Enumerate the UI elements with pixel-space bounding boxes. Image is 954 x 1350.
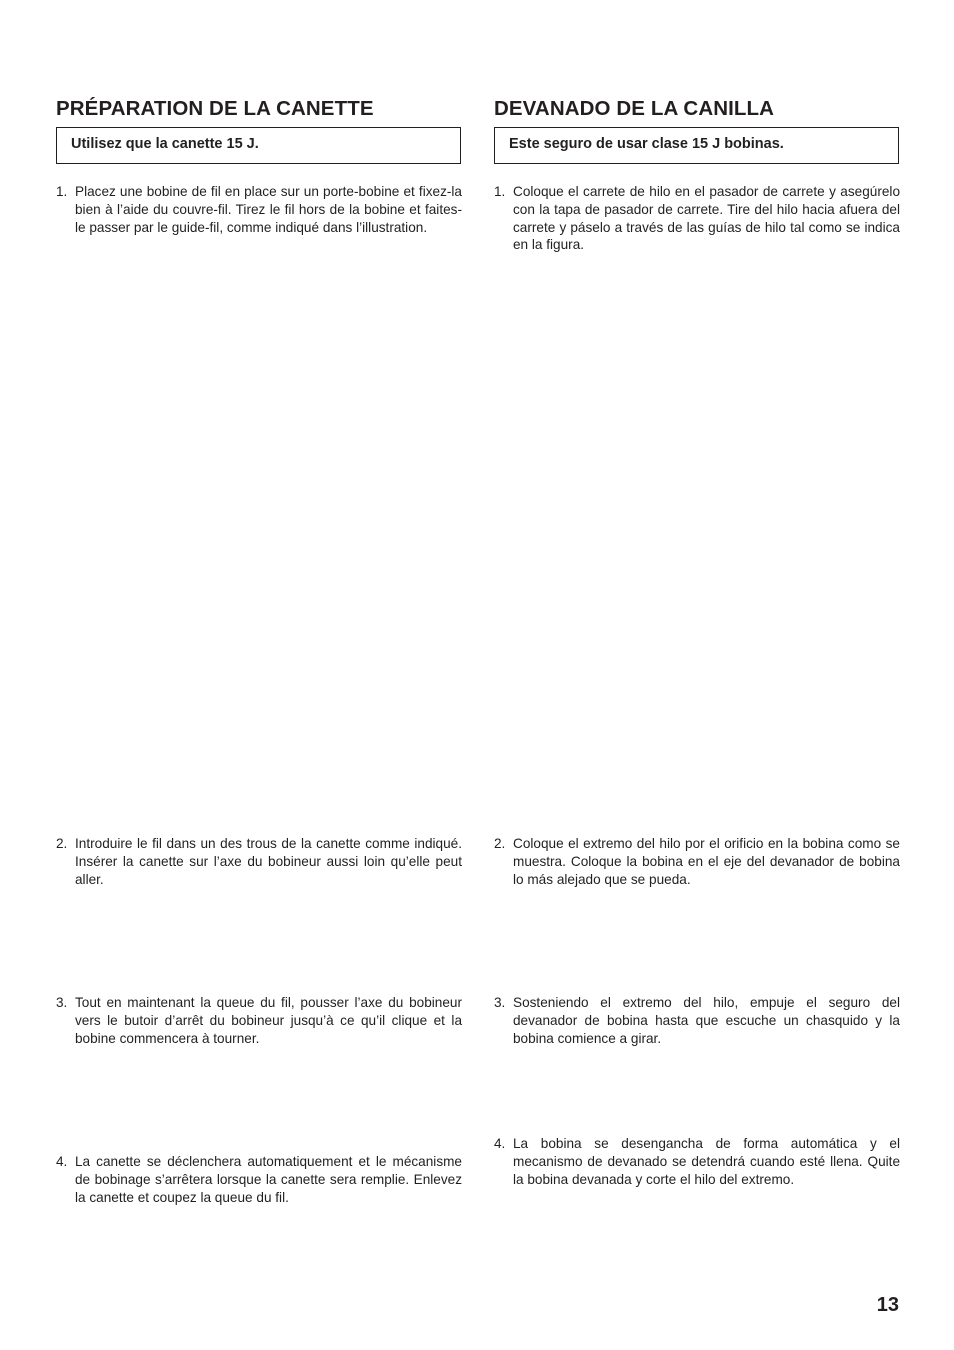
step-1-french bbox=[56, 183, 462, 236]
step-text: La canette se déclenchera automatiquement et le mécanisme de bobinage s’arrêtera lorsque la canette sera remplie. Enlevez la canette et coupez la queue du fil. bbox=[75, 1154, 462, 1205]
step-3-spanish bbox=[494, 994, 900, 1047]
step-number: 1. bbox=[494, 184, 506, 199]
notice-text-french: Utilisez que la canette 15 J. bbox=[71, 136, 259, 152]
step-3-french bbox=[56, 994, 462, 1047]
step-text: Placez une bobine de fil en place sur un porte-bobine et fixez-la bien à l’aide du couvre-fil. Tirez le fil hors de la bobine et faites-le passer par le guide-fil, comme indiqué dans l’illustration. bbox=[75, 184, 462, 235]
step-2-spanish bbox=[494, 835, 900, 888]
step-number: 4. bbox=[56, 1154, 68, 1169]
step-4-french bbox=[56, 1153, 462, 1206]
section-heading-spanish: DEVANADO DE LA CANILLA bbox=[494, 97, 775, 120]
step-2-french bbox=[56, 835, 462, 888]
step-number: 3. bbox=[56, 995, 68, 1010]
step-4-spanish bbox=[494, 1135, 900, 1188]
step-number: 1. bbox=[56, 184, 68, 199]
step-text: Coloque el carrete de hilo en el pasador de carrete y asegúrelo con la tapa de pasador de carrete. Tire del hilo hacia afuera del carrete y páselo a través de las guías de hilo tal como se indica en la figura. bbox=[513, 184, 900, 253]
notice-text-spanish: Este seguro de usar clase 15 J bobinas. bbox=[509, 136, 784, 152]
step-text: La bobina se desengancha de forma automática y el mecanismo de devanado se detendrá cuando esté llena. Quite la bobina devanada y corte el hilo del extremo. bbox=[513, 1136, 900, 1187]
section-heading-french: PRÉPARATION DE LA CANETTE bbox=[56, 97, 374, 120]
step-1-spanish bbox=[494, 183, 900, 254]
page-number: 13 bbox=[876, 1294, 899, 1316]
step-number: 2. bbox=[56, 836, 68, 851]
step-number: 2. bbox=[494, 836, 506, 851]
step-text: Tout en maintenant la queue du fil, pousser l’axe du bobineur vers le butoir d’arrêt du bobineur jusqu’à ce qu’il clique et la bobine commencera à tourner. bbox=[75, 995, 462, 1046]
step-text: Coloque el extremo del hilo por el orificio en la bobina como se muestra. Coloque la bobina en el eje del devanador de bobina lo más alejado que se pueda. bbox=[513, 836, 900, 887]
notice-box-spanish bbox=[494, 127, 899, 164]
notice-box-french bbox=[56, 127, 461, 164]
step-number: 4. bbox=[494, 1136, 506, 1151]
step-text: Introduire le fil dans un des trous de la canette comme indiqué. Insérer la canette sur l’axe du bobineur aussi loin qu’elle peut aller. bbox=[75, 836, 462, 887]
step-number: 3. bbox=[494, 995, 506, 1010]
step-text: Sosteniendo el extremo del hilo, empuje el seguro del devanador de bobina hasta que escuche un chasquido y la bobina comience a girar. bbox=[513, 995, 900, 1046]
